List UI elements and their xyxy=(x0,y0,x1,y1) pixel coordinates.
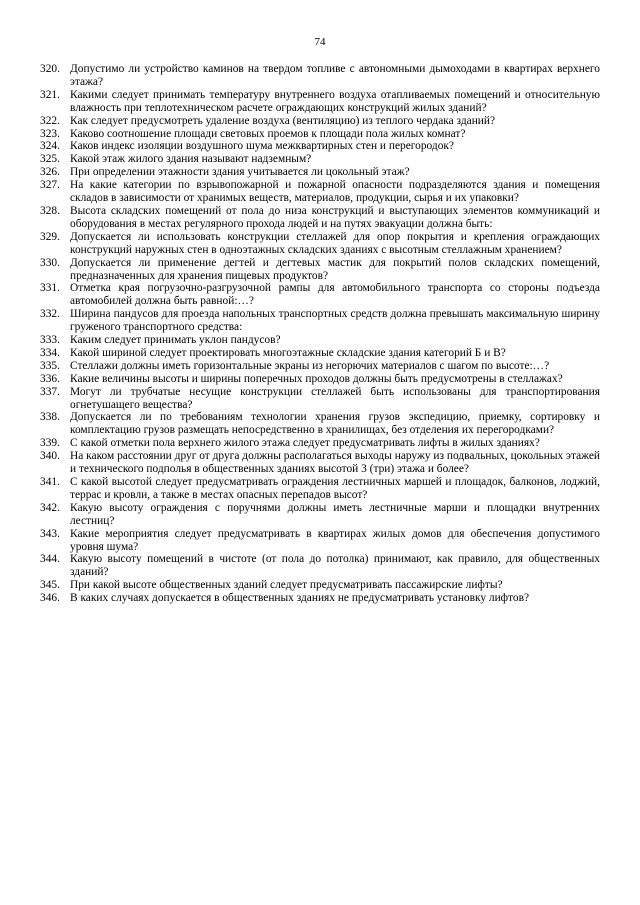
question-item xyxy=(40,257,600,283)
question-number: 329. xyxy=(40,230,60,243)
question-item xyxy=(40,89,600,115)
question-text: Допускается ли применение дегтей и дегтевых мастик для покрытий полов складских помещений, предназначенных для хранения пищевых продуктов? xyxy=(70,256,600,282)
question-text: Какую высоту помещений в чистоте (от пола до потолка) принимают, как правило, для общественных зданий? xyxy=(70,553,600,579)
question-number: 331. xyxy=(40,282,60,295)
question-number: 333. xyxy=(40,334,60,347)
question-text: Какие величины высоты и ширины поперечных проходов должны быть предусмотрены в стеллажах? xyxy=(70,372,563,385)
question-item xyxy=(40,360,600,373)
question-item xyxy=(40,450,600,476)
question-item xyxy=(40,528,600,554)
question-item xyxy=(40,476,600,502)
question-number: 321. xyxy=(40,88,60,101)
question-text: Какую высоту ограждения с поручнями должны иметь лестничные марши и площадки внутренних лестниц? xyxy=(70,501,600,527)
question-item xyxy=(40,308,600,334)
question-number: 343. xyxy=(40,527,60,540)
question-item xyxy=(40,502,600,528)
question-text: С какой высотой следует предусматривать ограждения лестничных маршей и площадок, балконов, лоджий, террас и кровли, а также в местах опасных перепадов высот? xyxy=(70,476,600,501)
question-text: Могут ли трубчатые несущие конструкции стеллажей быть использованы для транспортирования огнетушащего вещества? xyxy=(70,385,600,411)
question-text: Какие мероприятия следует предусматривать в квартирах жилых домов для обеспечения допустимого уровня шума? xyxy=(70,527,600,553)
question-number: 327. xyxy=(40,179,60,192)
question-number: 341. xyxy=(40,476,60,488)
question-number: 340. xyxy=(40,450,60,463)
question-text: С какой отметки пола верхнего жилого этажа следует предусматривать лифты в жилых зданиях? xyxy=(70,437,540,450)
question-number: 339. xyxy=(40,437,60,450)
question-item xyxy=(40,373,600,386)
question-item xyxy=(40,166,600,179)
question-number: 346. xyxy=(40,592,60,605)
question-number: 326. xyxy=(40,166,60,179)
question-item xyxy=(40,153,600,166)
question-item xyxy=(40,63,600,89)
question-item xyxy=(40,115,600,128)
question-text: Каков индекс изоляции воздушного шума межквартирных стен и перегородок? xyxy=(70,140,454,153)
question-number: 322. xyxy=(40,114,60,127)
question-text: Какой шириной следует проектировать многоэтажные складские здания категорий Б и В? xyxy=(70,346,506,359)
question-number: 344. xyxy=(40,553,60,566)
question-item xyxy=(40,282,600,308)
question-text: Как следует предусмотреть удаление воздуха (вентиляцию) из теплого чердака зданий? xyxy=(70,114,496,127)
question-item xyxy=(40,386,600,412)
question-number: 320. xyxy=(40,63,60,75)
question-item xyxy=(40,437,600,450)
question-number: 335. xyxy=(40,359,60,372)
question-item xyxy=(40,179,600,205)
question-text: Какой этаж жилого здания называют надземным? xyxy=(70,153,312,166)
question-number: 338. xyxy=(40,411,60,424)
question-text: В каких случаях допускается в общественных зданиях не предусматривать установку лифтов? xyxy=(70,592,530,605)
question-text: При какой высоте общественных зданий следует предусматривать пассажирские лифты? xyxy=(70,579,503,592)
question-list xyxy=(40,63,600,605)
question-text: При определении этажности здания учитывается ли цокольный этаж? xyxy=(70,166,410,179)
question-text: Каким следует принимать уклон пандусов? xyxy=(70,334,281,347)
question-text: Высота складских помещений от пола до низа конструкций и выступающих элементов коммуникаций и оборудования в местах регулярного прохода людей и на путях эвакуации должна быть: xyxy=(70,204,600,230)
question-text: Ширина пандусов для проезда напольных транспортных средств должна превышать максимальную ширину груженого транспортного средства: xyxy=(70,308,600,334)
question-text: Стеллажи должны иметь горизонтальные экраны из негорючих материалов с шагом по высоте:…? xyxy=(70,359,550,372)
question-text: Допустимо ли устройство каминов на твердом топливе с автономными дымоходами в квартирах верхнего этажа? xyxy=(70,63,600,88)
question-text: Каково соотношение площади световых проемов к площади пола жилых комнат? xyxy=(70,127,466,140)
question-item xyxy=(40,553,600,579)
question-number: 323. xyxy=(40,127,60,140)
question-text: Допускается ли по требованиям технологии хранения грузов экспедицию, приемку, сортировку и комплектацию грузов размещать непосредственно в хранилищах, без отделения их перегородками? xyxy=(70,411,600,437)
question-item xyxy=(40,231,600,257)
question-item xyxy=(40,347,600,360)
question-number: 336. xyxy=(40,372,60,385)
question-item xyxy=(40,592,600,605)
question-number: 324. xyxy=(40,140,60,153)
question-text: Отметка края погрузочно-разгрузочной рампы для автомобильного транспорта со стороны подъезда автомобилей должна быть равной:…? xyxy=(70,282,600,308)
question-number: 332. xyxy=(40,308,60,321)
question-item xyxy=(40,411,600,437)
question-item xyxy=(40,579,600,592)
question-item xyxy=(40,128,600,141)
question-number: 328. xyxy=(40,204,60,217)
question-text: Допускается ли использовать конструкции стеллажей для опор покрытия и крепления ограждающих конструкций наружных стен в одноэтажных складских зданиях с высотным стеллажным хранением? xyxy=(70,230,600,256)
question-number: 330. xyxy=(40,256,60,269)
question-item xyxy=(40,205,600,231)
question-item xyxy=(40,334,600,347)
question-number: 342. xyxy=(40,501,60,514)
question-text: Какими следует принимать температуру внутреннего воздуха отапливаемых помещений и относительную влажность при теплотехническом расчете ограждающих конструкций жилых зданий? xyxy=(70,88,600,114)
question-number: 345. xyxy=(40,579,60,592)
question-text: На какие категории по взрывопожарной и пожарной опасности подразделяются здания и помещения складов в зависимости от хранимых веществ, материалов, продукции, сырья и их упаковки? xyxy=(70,179,600,205)
question-number: 337. xyxy=(40,385,60,398)
question-item xyxy=(40,140,600,153)
question-number: 334. xyxy=(40,346,60,359)
page-number: 74 xyxy=(314,36,326,48)
question-number: 325. xyxy=(40,153,60,166)
question-text: На каком расстоянии друг от друга должны располагаться выходы наружу из подвальных, цокольных этажей и технического подполья в общественных зданиях высотой 3 (три) этажа и более? xyxy=(70,450,600,476)
